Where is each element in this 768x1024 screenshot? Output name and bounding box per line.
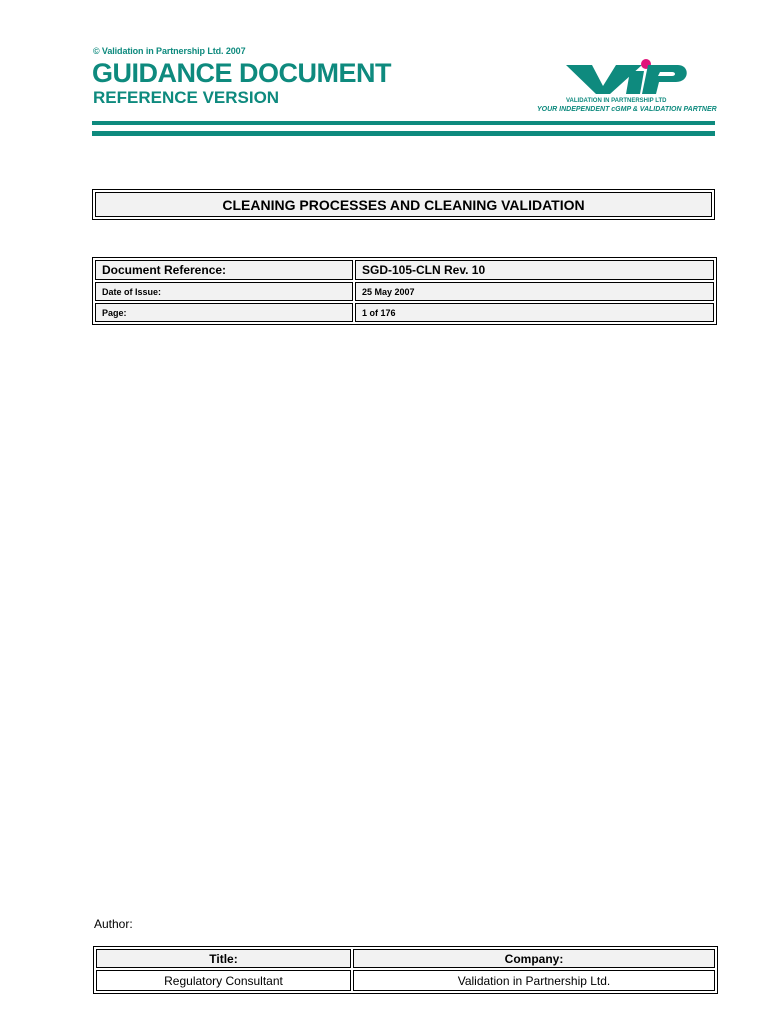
author-title-header: Title: xyxy=(96,949,351,968)
author-title-value: Regulatory Consultant xyxy=(96,970,351,991)
header-rule-top xyxy=(92,121,715,125)
author-table xyxy=(93,946,718,994)
page-value: 1 of 176 xyxy=(355,303,714,322)
table-header-row xyxy=(96,949,715,968)
header-rule-bottom xyxy=(92,131,715,136)
reference-table xyxy=(92,257,717,325)
document-version-heading: REFERENCE VERSION xyxy=(93,88,280,107)
reference-label: Document Reference: xyxy=(95,260,353,280)
table-row xyxy=(96,970,715,991)
document-title: CLEANING PROCESSES AND CLEANING VALIDATION xyxy=(95,192,712,217)
reference-value: SGD-105-CLN Rev. 10 xyxy=(355,260,714,280)
table-row xyxy=(95,282,714,301)
table-row xyxy=(95,260,714,280)
issue-date-value: 25 May 2007 xyxy=(355,282,714,301)
author-company-header: Company: xyxy=(353,949,715,968)
issue-date-label: Date of Issue: xyxy=(95,282,353,301)
table-row xyxy=(95,303,714,322)
author-company-value: Validation in Partnership Ltd. xyxy=(353,970,715,991)
copyright-notice: © Validation in Partnership Ltd. 2007 xyxy=(93,46,246,56)
document-type-heading: GUIDANCE DOCUMENT xyxy=(92,58,391,88)
page-label: Page: xyxy=(95,303,353,322)
logo-company-name: VALIDATION IN PARTNERSHIP LTD xyxy=(566,98,667,104)
logo-tagline: YOUR INDEPENDENT cGMP & VALIDATION PARTNER xyxy=(537,106,717,113)
document-title-box xyxy=(92,189,715,220)
author-label: Author: xyxy=(94,917,133,931)
